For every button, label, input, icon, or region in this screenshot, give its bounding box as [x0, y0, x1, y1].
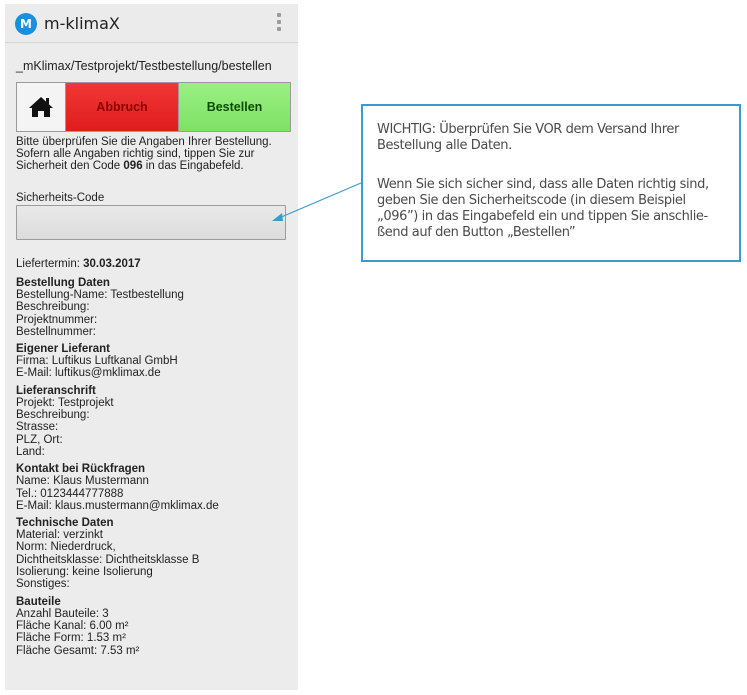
section-line: Projektnummer:: [16, 313, 98, 326]
section-title: Kontakt bei Rückfragen: [16, 463, 146, 476]
callout-line: Wenn Sie sich sicher sind, dass alle Daten richtig sind,: [377, 177, 709, 192]
mklimax-logo-icon: M: [15, 13, 37, 35]
section-title: Bauteile: [16, 595, 61, 608]
info-callout: [361, 104, 741, 262]
security-code-label: Sicherheits-Code: [16, 192, 105, 204]
section-line: Name: Klaus Mustermann: [16, 475, 149, 488]
callout-warning: WICHTIG: Überprüfen Sie VOR dem Versand Ihrer Bestellung alle Daten.: [377, 122, 679, 153]
section-line: Isolierung: keine Isolierung: [16, 566, 153, 579]
section-line: Beschreibung:: [16, 301, 90, 314]
section-line: Bestellnummer:: [16, 325, 96, 338]
section-line: Anzahl Bauteile: 3: [16, 607, 109, 620]
abort-button[interactable]: Abbruch: [66, 83, 179, 131]
callout-instructions: [377, 177, 732, 241]
order-button[interactable]: Bestellen: [179, 83, 290, 131]
instruction-text-before: Bitte überprüfen Sie die Angaben Ihrer Bestellung. Sofern alle Angaben richtig sind, tippen Sie zur Sicherheit den Code: [16, 136, 272, 172]
section-line: Dichtheitsklasse: Dichtheitsklasse B: [16, 553, 200, 566]
section-line: E-Mail: luftikus@mklimax.de: [16, 367, 161, 380]
security-code-hint: 096: [123, 160, 143, 172]
section-line: Sonstiges:: [16, 578, 70, 591]
section-title: Technische Daten: [16, 517, 114, 530]
section-line: E-Mail: klaus.mustermann@mklimax.de: [16, 499, 219, 512]
section-line: Material: verzinkt: [16, 529, 103, 542]
section-line: Fläche Form: 1.53 m²: [16, 632, 126, 645]
callout-line: ßend auf den Button „Bestellen”: [377, 225, 576, 240]
callout-line: „096”) in das Eingabefeld ein und tippen Sie anschlie-: [377, 209, 708, 224]
section-title: Eigener Lieferant: [16, 343, 110, 356]
delivery-date-value: 30.03.2017: [83, 258, 141, 270]
section-line: Firma: Luftikus Luftkanal GmbH: [16, 355, 178, 368]
app-title: m-klimaX: [44, 14, 120, 33]
section-line: Fläche Kanal: 6.00 m²: [16, 619, 129, 632]
section-line: Beschreibung:: [16, 409, 90, 422]
breadcrumb: _mKlimax/Testprojekt/Testbestellung/bestellen: [16, 59, 272, 73]
section-line: Tel.: 0123444777888: [16, 487, 124, 500]
section-line: Strasse:: [16, 421, 59, 434]
section-line: Fläche Gesamt: 7.53 m²: [16, 644, 140, 657]
instruction-text-after: in das Eingabefeld.: [142, 160, 244, 172]
section-line: Norm: Niederdruck,: [16, 541, 116, 554]
section-title: Lieferanschrift: [16, 384, 96, 397]
section-title: Bestellung Daten: [16, 277, 110, 289]
section-line: Bestellung-Name: Testbestellung: [16, 289, 184, 301]
section-line: Land:: [16, 445, 45, 458]
section-line: PLZ, Ort:: [16, 433, 63, 446]
callout-line: geben Sie den Sicherheitscode (in diesem Beispiel: [377, 193, 686, 208]
section-line: Projekt: Testprojekt: [16, 396, 114, 409]
delivery-date-label: Liefertermin:: [16, 258, 84, 270]
